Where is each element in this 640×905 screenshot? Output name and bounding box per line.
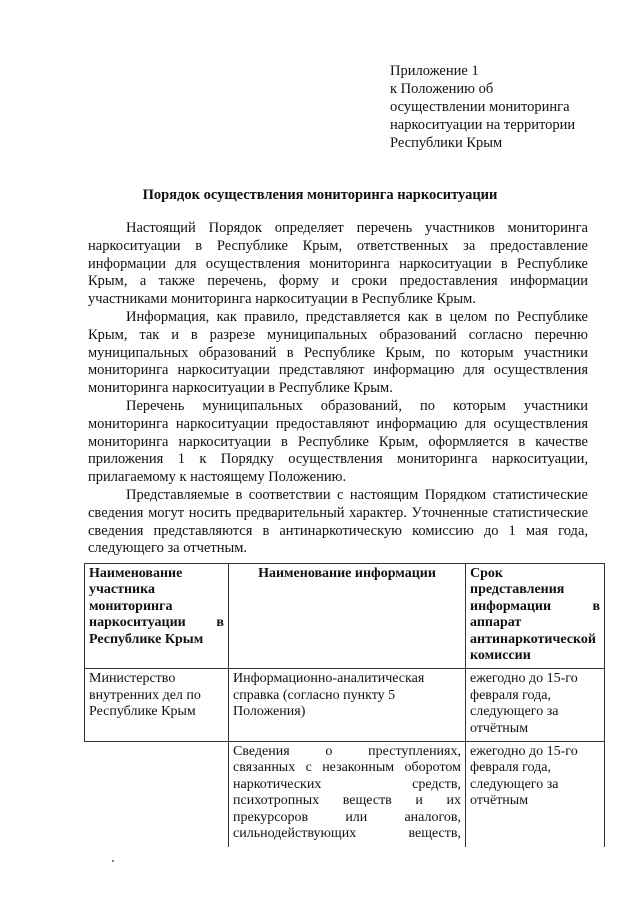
- document-title: Порядок осуществления мониторинга наркоситуации: [142, 187, 498, 203]
- cell-deadline: ежегодно до 15-го февраля года, следующего за отчётным: [466, 742, 605, 847]
- annex-line: Республики Крым: [390, 135, 503, 151]
- monitoring-table: [84, 563, 605, 847]
- header-deadline: Срок представления информации в аппарат антинаркотической комиссии: [466, 564, 605, 669]
- table-header-row: [85, 564, 605, 669]
- annex-line: наркоситуации на территории: [390, 117, 576, 133]
- table-row: [85, 742, 605, 847]
- paragraph: Представляемые в соответствии с настоящим Порядком статистические сведения могут носить предварительный характер. Уточненные статистические сведения представляются в антинаркотическую комиссию до 1 мая года, следующего за отчетным.: [88, 486, 588, 557]
- paragraph: Перечень муниципальных образований, по которым участники мониторинга наркоситуации предоставляют информацию для осуществления мониторинга наркоситуации в Республике Крым, оформляется в качестве приложения 1 к Порядку осуществления мониторинга наркоситуации, прилагаемому к настоящему Положению.: [88, 397, 588, 486]
- annex-line: осуществлении мониторинга: [390, 99, 570, 115]
- paragraph: Настоящий Порядок определяет перечень участников мониторинга наркоситуации в Республике Крым, ответственных за предоставление информации для осуществления мониторинга наркоситуации в Республике Крым, а также перечень, форму и сроки предоставления информации участниками мониторинга наркоситуации в Республике Крым.: [88, 220, 588, 308]
- cell-information: Информационно-аналитическая справка (согласно пункту 5 Положения): [229, 669, 466, 742]
- annex-block: [390, 62, 620, 152]
- scan-speck: [112, 860, 114, 862]
- header-participant: Наименование участника мониторинга наркоситуации в Республике Крым: [85, 564, 229, 669]
- paragraph: Информация, как правило, представляется как в целом по Республике Крым, так и в разрезе муниципальных образований согласно перечню муниципальных образований в Республике Крым, по которым участники мониторинга наркоситуации представляют информацию для осуществления мониторинга наркоситуации в Республике Крым.: [88, 308, 588, 397]
- cell-participant: [85, 742, 229, 847]
- table-row: [85, 669, 605, 742]
- annex-line: Приложение 1: [390, 63, 479, 79]
- cell-participant: Министерство внутренних дел по Республике Крым: [85, 669, 229, 742]
- cell-information: Сведения о преступлениях, связанных с незаконным оборотом наркотических средств, психотропных веществ и их прекурсоров или аналогов, сильнодействующих веществ,: [229, 742, 466, 847]
- header-information: Наименование информации: [229, 564, 466, 669]
- cell-deadline: ежегодно до 15-го февраля года, следующего за отчётным: [466, 669, 605, 742]
- annex-line: к Положению об: [390, 81, 494, 97]
- document-body: [88, 220, 588, 558]
